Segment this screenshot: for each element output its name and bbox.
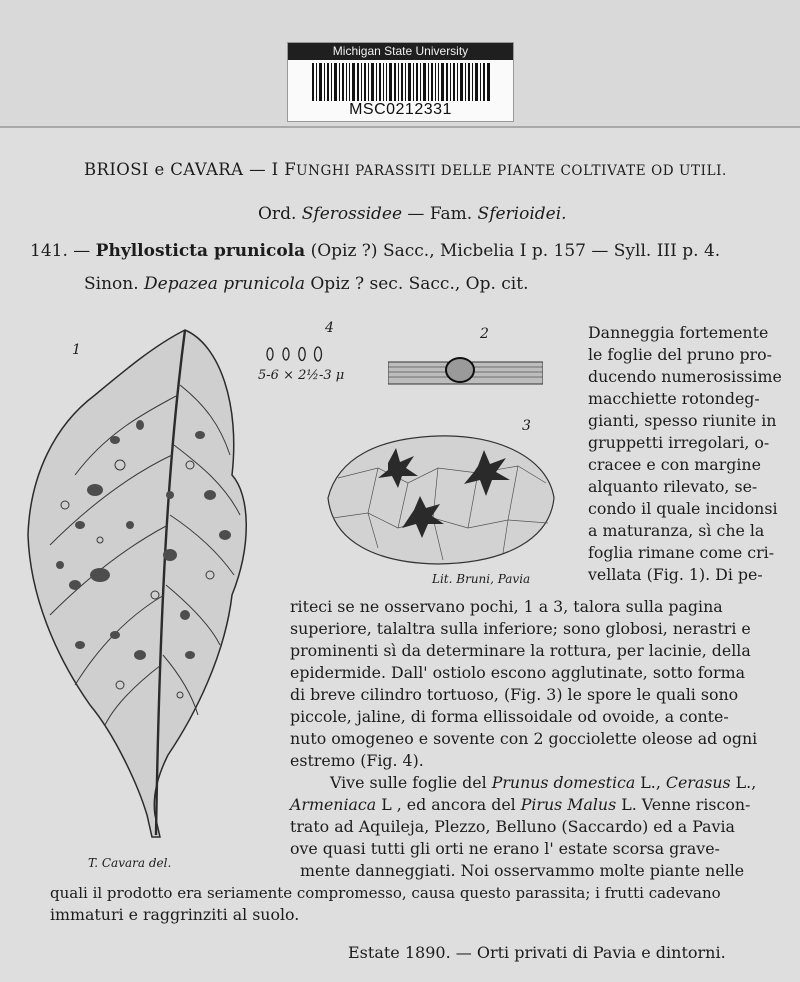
description-line: superiore, talaltra sulla inferiore; sono globosi, nerastri e — [290, 619, 751, 638]
artist-credit: T. Cavara del. — [88, 856, 172, 870]
header-dash: — — [249, 160, 267, 179]
description-line: di breve cilindro tortuoso, (Fig. 3) le spore le quali sono — [290, 685, 739, 704]
description-line: piccole, jaline, di forma ellissoidale od ovoide, a conte- — [290, 707, 729, 726]
column-line: le foglie del pruno pro- — [588, 345, 772, 364]
habitat-line-6: quali il prodotto era seriamente compromesso, causa questo parassita; i frutti cadevano — [50, 884, 721, 902]
header-authors: BRIOSI e CAVARA — [84, 160, 244, 179]
family-name: Sferioidei. — [477, 204, 567, 224]
species-number: 141. — — [30, 241, 91, 261]
habitat-paragraph — [290, 772, 780, 882]
habitat-line-5: mente danneggiati. Noi osservammo molte piante nelle — [300, 861, 745, 880]
column-line: gianti, spesso riunite in — [588, 411, 777, 430]
order-label: Ord. — [258, 204, 297, 224]
barcode-label — [287, 42, 514, 122]
description-line: estremo (Fig. 4). — [290, 751, 424, 770]
habitat-line-2 — [290, 794, 780, 816]
description-line: epidermide. Dall' ostiolo escono agglutinate, sotto forma — [290, 663, 745, 682]
institution-name: Michigan State University — [288, 43, 513, 60]
synonym-line — [84, 274, 528, 294]
column-line: ducendo numerosissime — [588, 367, 782, 386]
figure-2-pycnidium-section — [388, 350, 543, 390]
classification-line — [258, 204, 567, 224]
collection-locality: Estate 1890. — Orti privati di Pavia e dintorni. — [348, 943, 726, 962]
column-line: condo il quale incidonsi — [588, 499, 778, 518]
host-armeniaca: Armeniaca — [290, 795, 377, 814]
column-line: vellata (Fig. 1). Di pe- — [588, 565, 763, 584]
habitat-text: Vive sulle foglie del — [330, 773, 492, 792]
figure-3-label: 3 — [522, 418, 531, 434]
description-line: prominenti sì da determinare la rottura, per lacinie, della — [290, 641, 751, 660]
habitat-text: L., — [730, 773, 757, 792]
figure-4-label: 4 — [325, 320, 334, 336]
description-line: riteci se ne osservano pochi, 1 a 3, talora sulla pagina — [290, 597, 723, 616]
spore-measurement: 5-6 × 2½-3 μ — [258, 368, 345, 383]
description-line: nuto omogeneo e sovente con 2 gocciolette oleose ad ogni — [290, 729, 758, 748]
habitat-text: L. Venne riscon- — [616, 795, 751, 814]
column-line: Danneggia fortemente — [588, 323, 769, 342]
habitat-text: L., — [635, 773, 666, 792]
order-name: Sferossidee — [301, 204, 403, 224]
synonym-label: Sinon. — [84, 274, 139, 294]
figure-3-pycnidia-on-tissue — [318, 428, 558, 568]
habitat-line-4: ove quasi tutti gli orti ne erano l' estate scorsa grave- — [290, 839, 720, 858]
description-continued — [290, 596, 780, 772]
habitat-text: L , ed ancora del — [376, 795, 521, 814]
header-title-rest: UNGHI PARASSITI DELLE PIANTE COLTIVATE OD UTILI. — [296, 163, 727, 179]
barcode-bars — [312, 63, 490, 101]
column-line: foglia rimane come cri- — [588, 543, 775, 562]
species-line — [30, 241, 720, 261]
family-separator: — Fam. — [407, 204, 473, 224]
column-line: gruppetti irregolari, o- — [588, 433, 770, 452]
catalog-number: MSC0212331 — [349, 101, 452, 118]
figure-4-spores-illustration — [262, 343, 332, 365]
species-citation: (Opiz ?) Sacc., Micbelia I p. 157 — Syll. III p. 4. — [310, 241, 721, 261]
host-pirus-malus: Pirus Malus — [520, 795, 617, 814]
column-line: alquanto rilevato, se- — [588, 477, 758, 496]
lithographer-credit: Lit. Bruni, Pavia — [432, 572, 531, 586]
synonym-citation: Opiz ? sec. Sacc., Op. cit. — [310, 274, 529, 294]
host-cerasus: Cerasus — [665, 773, 731, 792]
species-name: Phyllosticta prunicola — [95, 241, 306, 261]
habitat-line-1 — [290, 772, 780, 794]
host-prunus-domestica: Prunus domestica — [491, 773, 636, 792]
header-title-lead: I F — [271, 160, 297, 179]
column-line: a maturanza, sì che la — [588, 521, 765, 540]
description-column — [588, 322, 782, 586]
habitat-closing — [50, 882, 721, 926]
column-line: macchiette rotondeg- — [588, 389, 760, 408]
publication-header — [84, 160, 727, 179]
habitat-line-3: trato ad Aquileja, Plezzo, Belluno (Saccardo) ed a Pavia — [290, 817, 735, 836]
figure-1-label: 1 — [72, 342, 81, 358]
figure-2-label: 2 — [480, 326, 489, 342]
habitat-line-7: immaturi e raggrinziti al suolo. — [50, 905, 300, 924]
column-line: cracee e con margine — [588, 455, 761, 474]
figure-1-leaf-illustration — [20, 325, 255, 845]
synonym-name: Depazea prunicola — [144, 274, 305, 294]
